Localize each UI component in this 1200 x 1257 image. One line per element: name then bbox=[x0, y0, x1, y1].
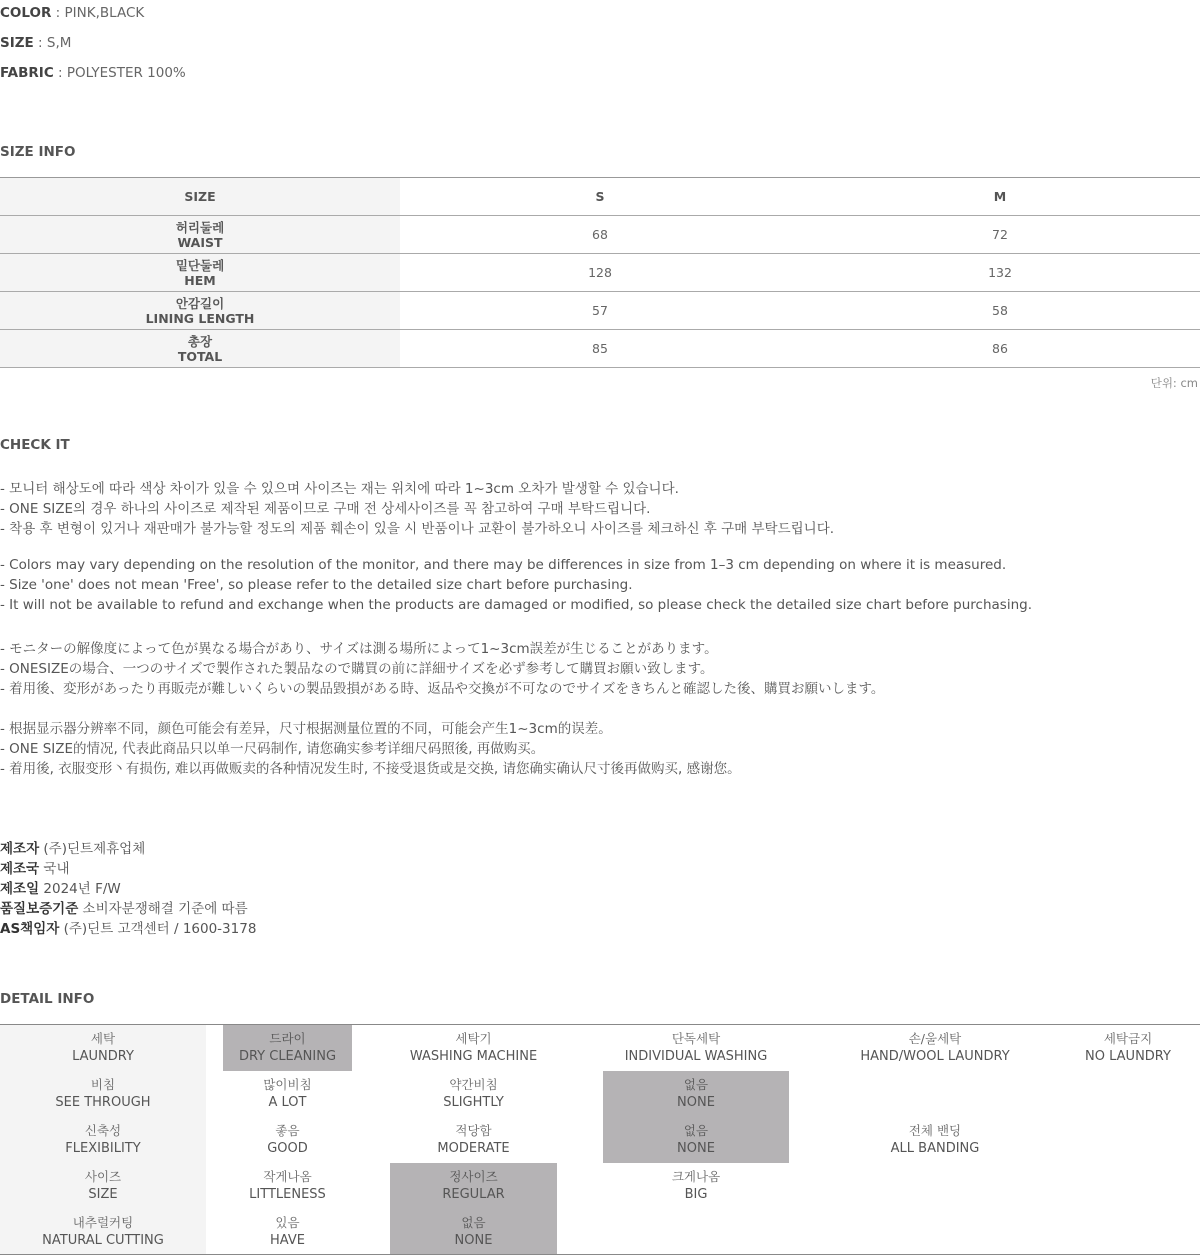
ko-text: 신축성 bbox=[84, 1123, 122, 1138]
row-label-en: HEM bbox=[184, 272, 216, 288]
detail-row-label-size bbox=[0, 1163, 206, 1209]
row-label-ko: 안감길이 bbox=[175, 295, 225, 311]
maker-label: 제조일 bbox=[0, 881, 40, 897]
detail-row-label-flexibility bbox=[0, 1117, 206, 1163]
size-m-value: 132 bbox=[988, 265, 1012, 280]
en-text: WASHING MACHINE bbox=[409, 1049, 538, 1064]
detail-bottom-border bbox=[0, 1254, 1200, 1255]
option-all-banding bbox=[835, 1117, 1035, 1163]
origin-line bbox=[0, 857, 70, 877]
ko-text: 없음 bbox=[683, 1077, 709, 1092]
row-label bbox=[0, 292, 400, 329]
option-a-lot bbox=[223, 1071, 352, 1117]
check-line: - It will not be available to refund and exchange when the products are damaged or modified, so please check the detailed size chart before purchasing. bbox=[0, 597, 1032, 613]
option-littleness bbox=[223, 1163, 352, 1209]
check-line: - ONESIZEの場合、一つのサイズで製作された製品なので購買の前に詳細サイズを必ず参考して購買お願い致します。 bbox=[0, 661, 714, 677]
detail-row-label-see-through bbox=[0, 1071, 206, 1117]
size-m-value: 72 bbox=[992, 227, 1008, 242]
en-text: FLEXIBILITY bbox=[65, 1141, 141, 1156]
option-dry-cleaning bbox=[223, 1025, 352, 1071]
spec-size bbox=[0, 35, 71, 51]
ko-text: 세탁 bbox=[90, 1031, 116, 1046]
table-row bbox=[0, 330, 1200, 368]
check-line: - モニターの解像度によって色が異なる場合があり、サイズは測る場所によって1~3cm誤差が生じることがあります。 bbox=[0, 641, 718, 657]
en-text: GOOD bbox=[267, 1141, 308, 1156]
row-label-en: TOTAL bbox=[177, 348, 223, 364]
table-row bbox=[0, 216, 1200, 254]
option-none-natural-cutting bbox=[390, 1209, 557, 1254]
option-washing-machine bbox=[390, 1025, 557, 1071]
check-line: - 着用後, 衣服变形丶有损伤, 难以再做贩卖的各种情况发生时, 不接受退货或是交换, 请您确实确认尺寸後再做购买, 感谢您。 bbox=[0, 761, 741, 777]
size-s-value: 85 bbox=[592, 341, 608, 356]
spec-value: : POLYESTER 100% bbox=[53, 65, 186, 81]
option-moderate bbox=[390, 1117, 557, 1163]
detail-info-title: DETAIL INFO bbox=[0, 991, 95, 1007]
en-text: LITTLENESS bbox=[249, 1187, 326, 1202]
spec-value: : PINK,BLACK bbox=[51, 5, 145, 21]
maker-label: 제조자 bbox=[0, 841, 40, 857]
ko-text: 약간비침 bbox=[449, 1077, 498, 1092]
en-text: SEE THROUGH bbox=[55, 1095, 151, 1110]
ko-text: 사이즈 bbox=[84, 1169, 122, 1184]
ko-text: 좋음 bbox=[275, 1123, 300, 1138]
check-line: - 根据显示器分辨率不同，颜色可能会有差异，尺寸根据测量位置的不同，可能会产生1~3cm的误差。 bbox=[0, 721, 612, 737]
check-it-title: CHECK IT bbox=[0, 437, 70, 453]
maker-line bbox=[0, 837, 145, 857]
ko-text: 전체 밴딩 bbox=[908, 1123, 962, 1138]
ko-text: 없음 bbox=[683, 1123, 709, 1138]
ko-text: 단독세탁 bbox=[671, 1031, 721, 1046]
size-s-value: 57 bbox=[592, 303, 608, 318]
ko-text: 드라이 bbox=[269, 1031, 306, 1046]
check-line: - Colors may vary depending on the resolution of the monitor, and there may be differences in size from 1–3 cm depending on where it is measured. bbox=[0, 557, 1007, 573]
option-hand-wool-laundry bbox=[835, 1025, 1035, 1071]
en-text: NONE bbox=[677, 1095, 715, 1110]
en-text: REGULAR bbox=[442, 1187, 505, 1202]
size-s-value: 68 bbox=[592, 227, 608, 242]
spec-label: COLOR bbox=[0, 5, 52, 21]
date-line bbox=[0, 877, 121, 897]
option-big bbox=[603, 1163, 789, 1209]
option-good bbox=[223, 1117, 352, 1163]
en-text: MODERATE bbox=[437, 1141, 510, 1156]
option-none-flexibility bbox=[603, 1117, 789, 1163]
size-m-value: 58 bbox=[992, 303, 1008, 318]
size-table bbox=[0, 177, 1200, 368]
size-header-m: M bbox=[993, 189, 1007, 204]
ko-text: 적당함 bbox=[455, 1123, 492, 1138]
check-line: - Size 'one' does not mean 'Free', so please refer to the detailed size chart before purchasing. bbox=[0, 577, 633, 593]
en-text: BIG bbox=[684, 1187, 708, 1202]
table-row bbox=[0, 254, 1200, 292]
maker-value: 2024년 F/W bbox=[39, 881, 121, 897]
size-s-value: 128 bbox=[588, 265, 612, 280]
size-info-title: SIZE INFO bbox=[0, 144, 76, 160]
unit-note: 단위: cm bbox=[1150, 376, 1198, 390]
option-slightly bbox=[390, 1071, 557, 1117]
en-text: NONE bbox=[677, 1141, 715, 1156]
detail-row-label-laundry bbox=[0, 1025, 206, 1071]
option-regular bbox=[390, 1163, 557, 1209]
size-header-s: S bbox=[595, 189, 605, 204]
ko-text: 세탁금지 bbox=[1103, 1031, 1153, 1046]
as-line bbox=[0, 917, 256, 937]
en-text: HAVE bbox=[270, 1232, 305, 1248]
check-line: - ONE SIZE의 경우 하나의 사이즈로 제작된 제품이므로 구매 전 상세사이즈를 꼭 참고하여 구매 부탁드립니다. bbox=[0, 501, 651, 517]
maker-value: 국내 bbox=[39, 861, 70, 877]
en-text: NO LAUNDRY bbox=[1085, 1049, 1171, 1064]
ko-text: 작게나옴 bbox=[263, 1169, 312, 1184]
warranty-line bbox=[0, 897, 248, 917]
option-no-laundry bbox=[1060, 1025, 1196, 1071]
en-text: LAUNDRY bbox=[72, 1049, 134, 1064]
ko-text: 내추럴커팅 bbox=[72, 1214, 134, 1230]
row-label-ko: 허리둘레 bbox=[175, 219, 225, 235]
en-text: INDIVIDUAL WASHING bbox=[624, 1049, 768, 1064]
en-text: NATURAL CUTTING bbox=[42, 1232, 164, 1248]
size-header-label: SIZE bbox=[0, 178, 400, 215]
table-row bbox=[0, 292, 1200, 330]
ko-text: 세탁기 bbox=[455, 1031, 492, 1046]
check-line: - 모니터 해상도에 따라 색상 차이가 있을 수 있으며 사이즈는 재는 위치에 따라 1~3cm 오차가 발생할 수 있습니다. bbox=[0, 481, 679, 497]
ko-text: 손/울세탁 bbox=[908, 1031, 962, 1046]
spec-color bbox=[0, 5, 144, 21]
spec-label: FABRIC bbox=[0, 65, 54, 81]
ko-text: 없음 bbox=[461, 1214, 486, 1230]
check-line: - ONE SIZE的情况, 代表此商品只以单一尺码制作, 请您确实参考详细尺码照後, 再做购买。 bbox=[0, 741, 545, 757]
maker-label: AS책임자 bbox=[0, 921, 60, 937]
ko-text: 정사이즈 bbox=[449, 1169, 498, 1184]
en-text: ALL BANDING bbox=[890, 1141, 980, 1156]
ko-text: 비침 bbox=[90, 1077, 116, 1092]
option-none-see-through bbox=[603, 1071, 789, 1117]
en-text: NONE bbox=[454, 1232, 493, 1248]
size-table-header bbox=[0, 178, 1200, 216]
spec-value: : S,M bbox=[33, 35, 72, 51]
en-text: A LOT bbox=[268, 1095, 307, 1110]
ko-text: 크게나옴 bbox=[671, 1169, 721, 1184]
en-text: HAND/WOOL LAUNDRY bbox=[860, 1049, 1010, 1064]
row-label-en: LINING LENGTH bbox=[145, 310, 255, 326]
check-line: - 着用後、変形があったり再販売が難しいくらいの製品毀損がある時、返品や交換が不可なのでサイズをきちんと確認した後、購買お願いします。 bbox=[0, 681, 885, 697]
maker-label: 제조국 bbox=[0, 861, 40, 877]
maker-label: 품질보증기준 bbox=[0, 901, 79, 917]
row-label bbox=[0, 254, 400, 291]
en-text: DRY CLEANING bbox=[238, 1049, 337, 1064]
maker-value: (주)딘트 고객센터 / 1600-3178 bbox=[59, 921, 257, 937]
detail-row-label-natural-cutting bbox=[0, 1209, 206, 1254]
row-label-en: WAIST bbox=[177, 234, 223, 250]
maker-value: 소비자분쟁해결 기준에 따름 bbox=[78, 901, 248, 917]
ko-text: 많이비침 bbox=[263, 1077, 312, 1092]
option-individual-washing bbox=[603, 1025, 789, 1071]
check-line: - 착용 후 변형이 있거나 재판매가 불가능할 정도의 제품 훼손이 있을 시 반품이나 교환이 불가하오니 사이즈를 체크하신 후 구매 부탁드립니다. bbox=[0, 521, 835, 537]
en-text: SIZE bbox=[88, 1187, 118, 1202]
row-label-ko: 총장 bbox=[187, 333, 213, 349]
row-label-ko: 밑단둘레 bbox=[175, 257, 225, 273]
en-text: SLIGHTLY bbox=[443, 1095, 504, 1110]
size-m-value: 86 bbox=[992, 341, 1008, 356]
row-label bbox=[0, 216, 400, 253]
spec-label: SIZE bbox=[0, 35, 34, 51]
maker-value: (주)딘트제휴업체 bbox=[39, 841, 146, 857]
option-have bbox=[223, 1209, 352, 1254]
row-label bbox=[0, 330, 400, 367]
spec-fabric bbox=[0, 65, 186, 81]
ko-text: 있음 bbox=[275, 1214, 300, 1230]
